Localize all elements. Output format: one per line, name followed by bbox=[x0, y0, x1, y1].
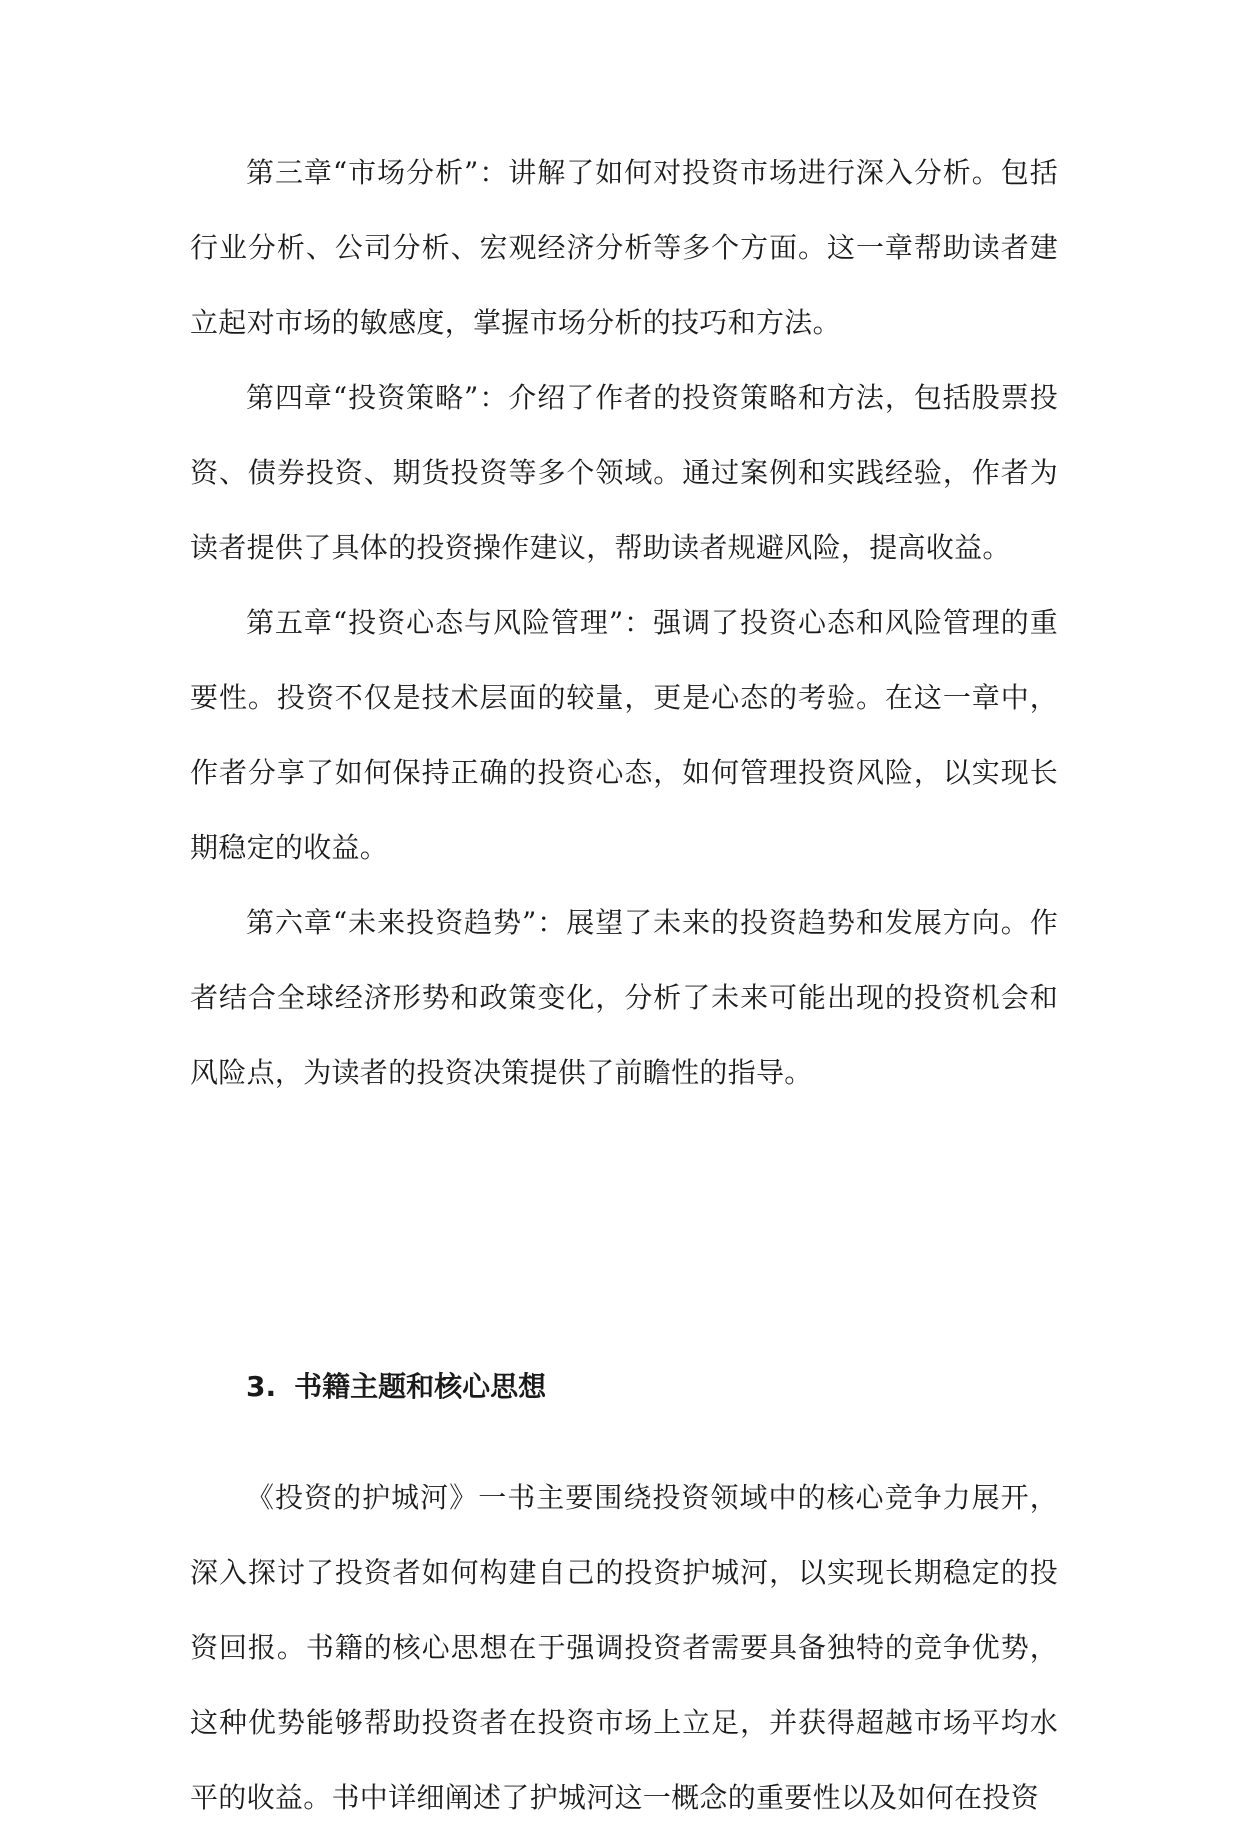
chapter-six-paragraph: 第六章“未来投资趋势”：展望了未来的投资趋势和发展方向。作者结合全球经济形势和政策变化，分析了未来可能出现的投资机会和风险点，为读者的投资决策提供了前瞻性的指导。 bbox=[190, 906, 1058, 1089]
section-body-paragraph: 《投资的护城河》一书主要围绕投资领域中的核心竞争力展开，深入探讨了投资者如何构建自己的投资护城河，以实现长期稳定的投资回报。书籍的核心思想在于强调投资者需要具备独特的竞争优势，这种优势能够帮助投资者在投资市场上立足，并获得超越市场平均水平的收益。书中详细阐述了护城河这一概念的重要性以及如何在投资 bbox=[190, 1481, 1058, 1814]
section-number: 3. bbox=[246, 1370, 277, 1403]
chapter-three-paragraph: 第三章“市场分析”：讲解了如何对投资市场进行深入分析。包括行业分析、公司分析、宏观经济分析等多个方面。这一章帮助读者建立起对市场的敏感度，掌握市场分析的技巧和方法。 bbox=[190, 156, 1058, 339]
chapter-four-paragraph: 第四章“投资策略”：介绍了作者的投资策略和方法，包括股票投资、债券投资、期货投资等多个领域。通过案例和实践经验，作者为读者提供了具体的投资操作建议，帮助读者规避风险，提高收益。 bbox=[190, 381, 1058, 564]
section-heading bbox=[246, 1367, 546, 1407]
section-title: 书籍主题和核心思想 bbox=[294, 1370, 547, 1403]
chapter-five-paragraph: 第五章“投资心态与风险管理”：强调了投资心态和风险管理的重要性。投资不仅是技术层面的较量，更是心态的考验。在这一章中，作者分享了如何保持正确的投资心态，如何管理投资风险，以实现长期稳定的收益。 bbox=[190, 606, 1058, 864]
